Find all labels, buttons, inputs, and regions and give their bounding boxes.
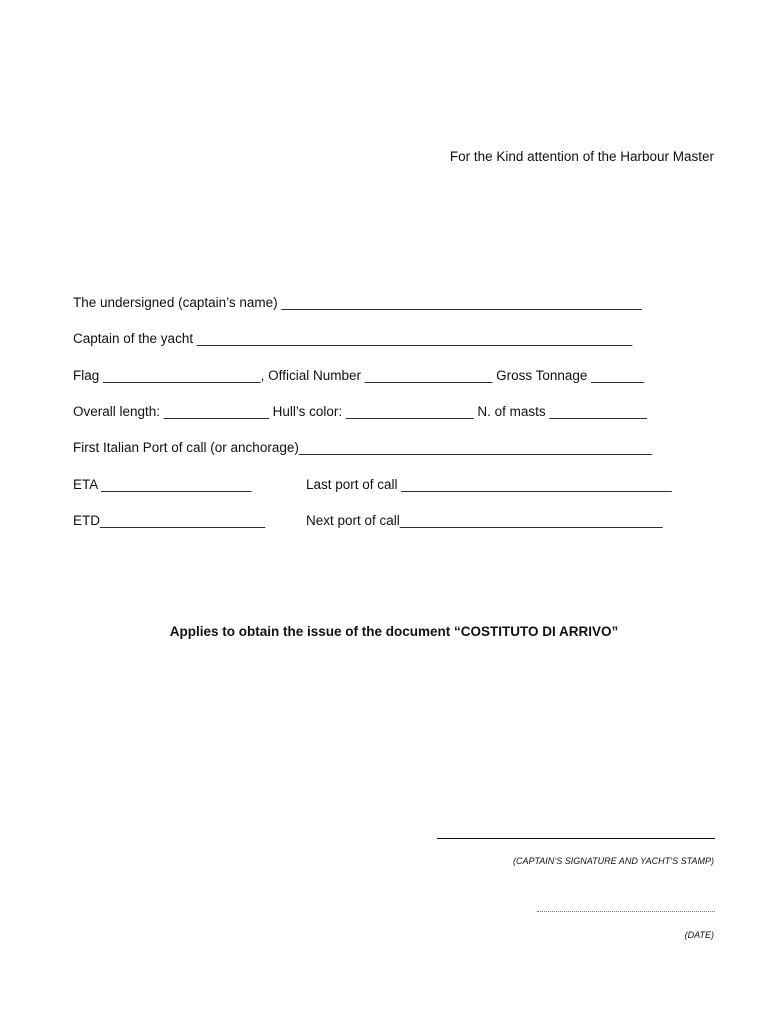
signature-caption: (CAPTAIN’S SIGNATURE AND YACHT’S STAMP) (512, 856, 714, 866)
application-heading: Applies to obtain the issue of the document “COSTITUTO DI ARRIVO” (169, 624, 619, 639)
eta-field[interactable]: ETA ____________________ (73, 477, 252, 492)
etd-field[interactable]: ETD______________________ (73, 513, 266, 528)
yacht-name-field[interactable]: Captain of the yacht __________________________________________________________ (73, 331, 633, 346)
addressee-line: For the Kind attention of the Harbour Master (449, 149, 714, 164)
next-port-field[interactable]: Next port of call___________________________________ (306, 513, 663, 528)
first-port-field[interactable]: First Italian Port of call (or anchorage)_______________________________________________ (73, 440, 652, 455)
signature-line[interactable] (437, 838, 715, 839)
captain-name-field[interactable]: The undersigned (captain’s name) ________________________________________________ (73, 295, 642, 310)
last-port-field[interactable]: Last port of call ____________________________________ (306, 477, 672, 492)
date-caption: (DATE) (684, 930, 714, 940)
date-line[interactable] (537, 911, 715, 912)
length-color-masts-field[interactable]: Overall length: ______________ Hull’s color: _________________ N. of masts _____________ (73, 404, 647, 419)
flag-number-tonnage-field[interactable]: Flag _____________________, Official Number _________________ Gross Tonnage _______ (73, 368, 644, 383)
